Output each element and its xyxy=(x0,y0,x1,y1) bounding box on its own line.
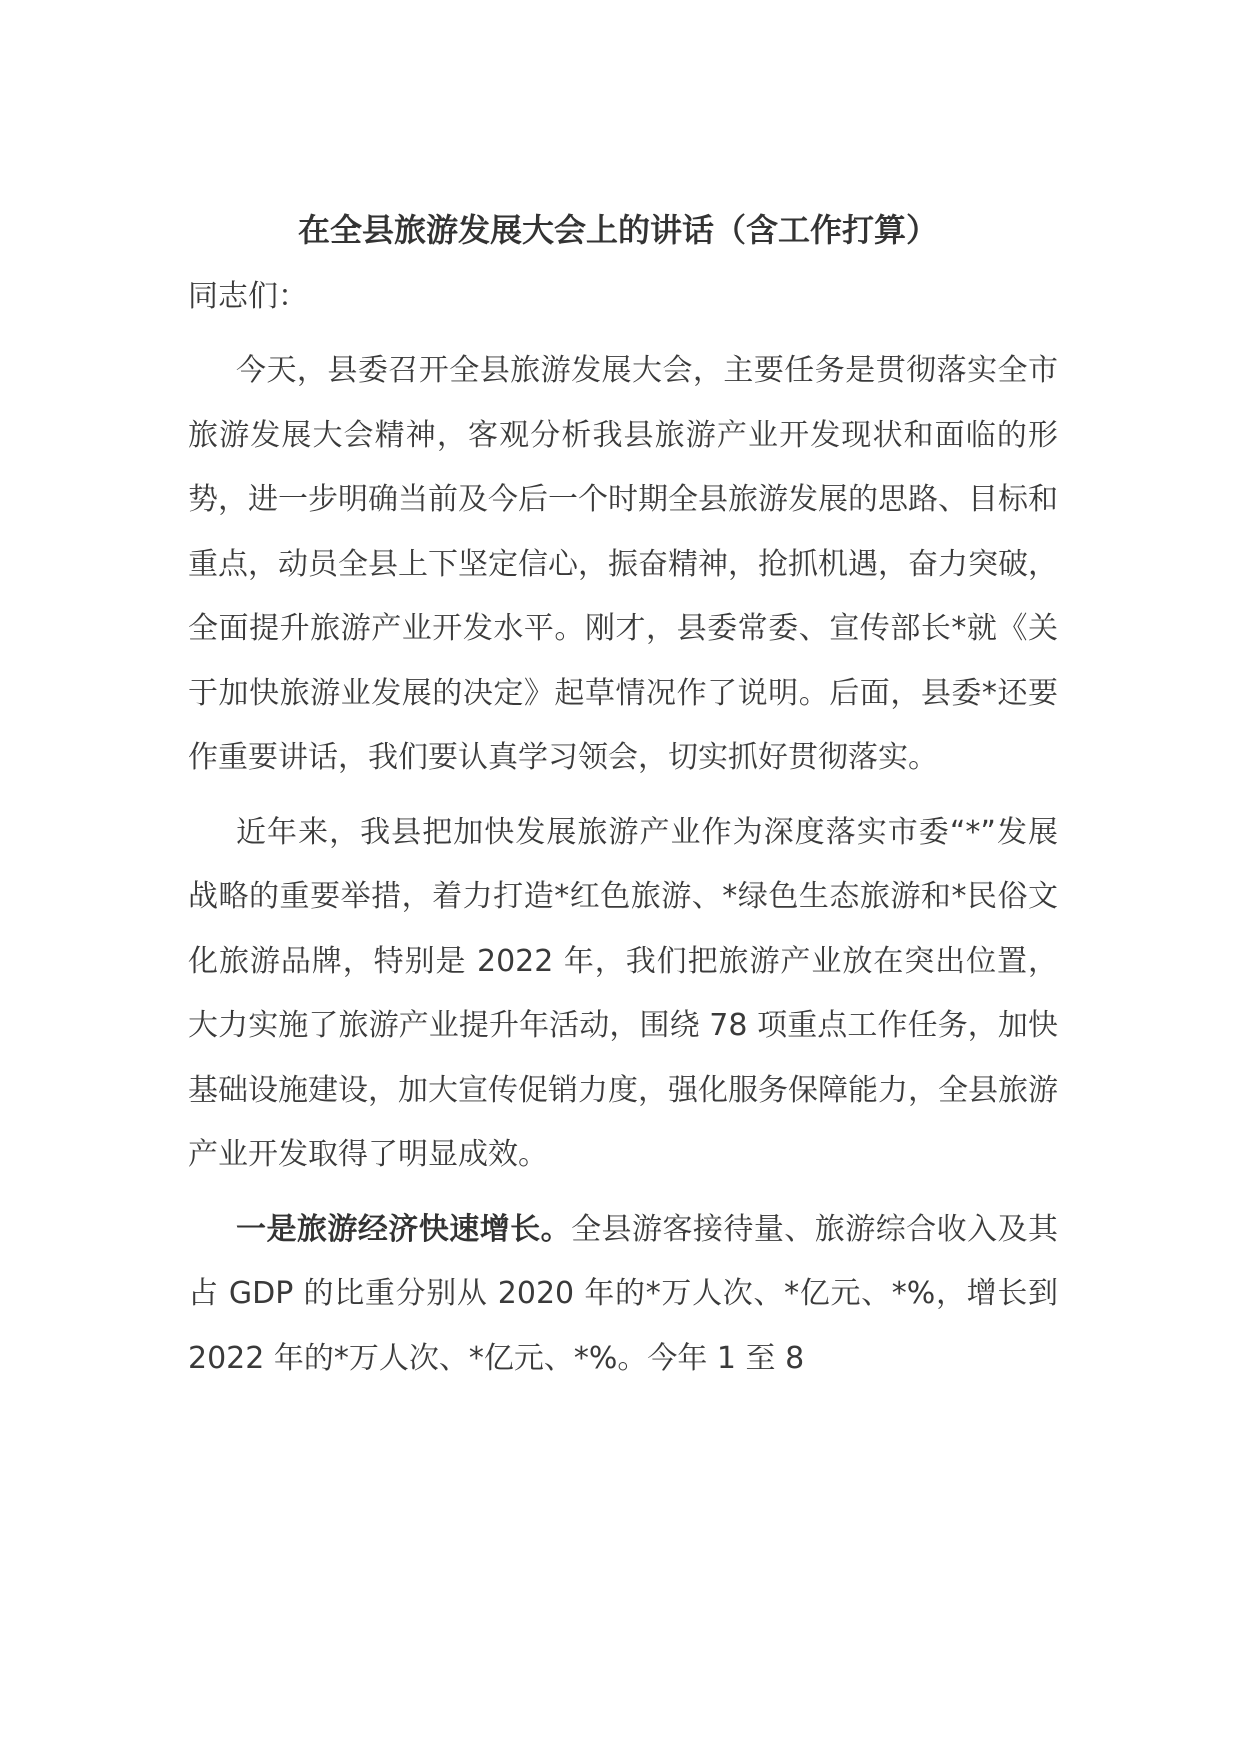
document-body xyxy=(188,195,1058,1401)
paragraph-1 xyxy=(188,339,1058,791)
paragraph-3 xyxy=(188,1198,1058,1392)
paragraph-lead: 一是旅游经济快速增长。 xyxy=(236,1211,572,1247)
salutation: 同志们： xyxy=(188,279,308,314)
paragraph-text: 今天，县委召开全县旅游发展大会，主要任务是贯彻落实全市旅游发展大会精神，客观分析我县旅游产业开发现状和面临的形势，进一步明确当前及今后一个时期全县旅游发展的思路、目标和重点，动员全县上下坚定信心，振奋精神，抢抓机遇，奋力突破，全面提升旅游产业开发水平。刚才，县委常委、宣传部长*就《关于加快旅游业发展的决定》起草情况作了说明。后面，县委*还要作重要讲话，我们要认真学习领会，切实抓好贯彻落实。 xyxy=(188,353,1058,775)
document-title: 在全县旅游发展大会上的讲话（含工作打算） xyxy=(297,211,938,249)
paragraph-text: 全县游客接待量、旅游综合收入及其占 GDP 的比重分别从 2020 年的*万人次、*亿元、*%，增长到 2022 年的*万人次、*亿元、*%。今年 1 至 8 xyxy=(188,1211,1059,1376)
paragraph-text: 近年来，我县把加快发展旅游产业作为深度落实市委“*”发展战略的重要举措，着力打造*红色旅游、*绿色生态旅游和*民俗文化旅游品牌，特别是 2022 年，我们把旅游产业放在突出位置，大力实施了旅游产业提升年活动，围绕 78 项重点工作任务，加快基础设施建设，加大宣传促销力度，强化服务保障能力，全县旅游产业开发取得了明显成效。 xyxy=(188,814,1058,1172)
paragraph-2 xyxy=(188,801,1058,1188)
